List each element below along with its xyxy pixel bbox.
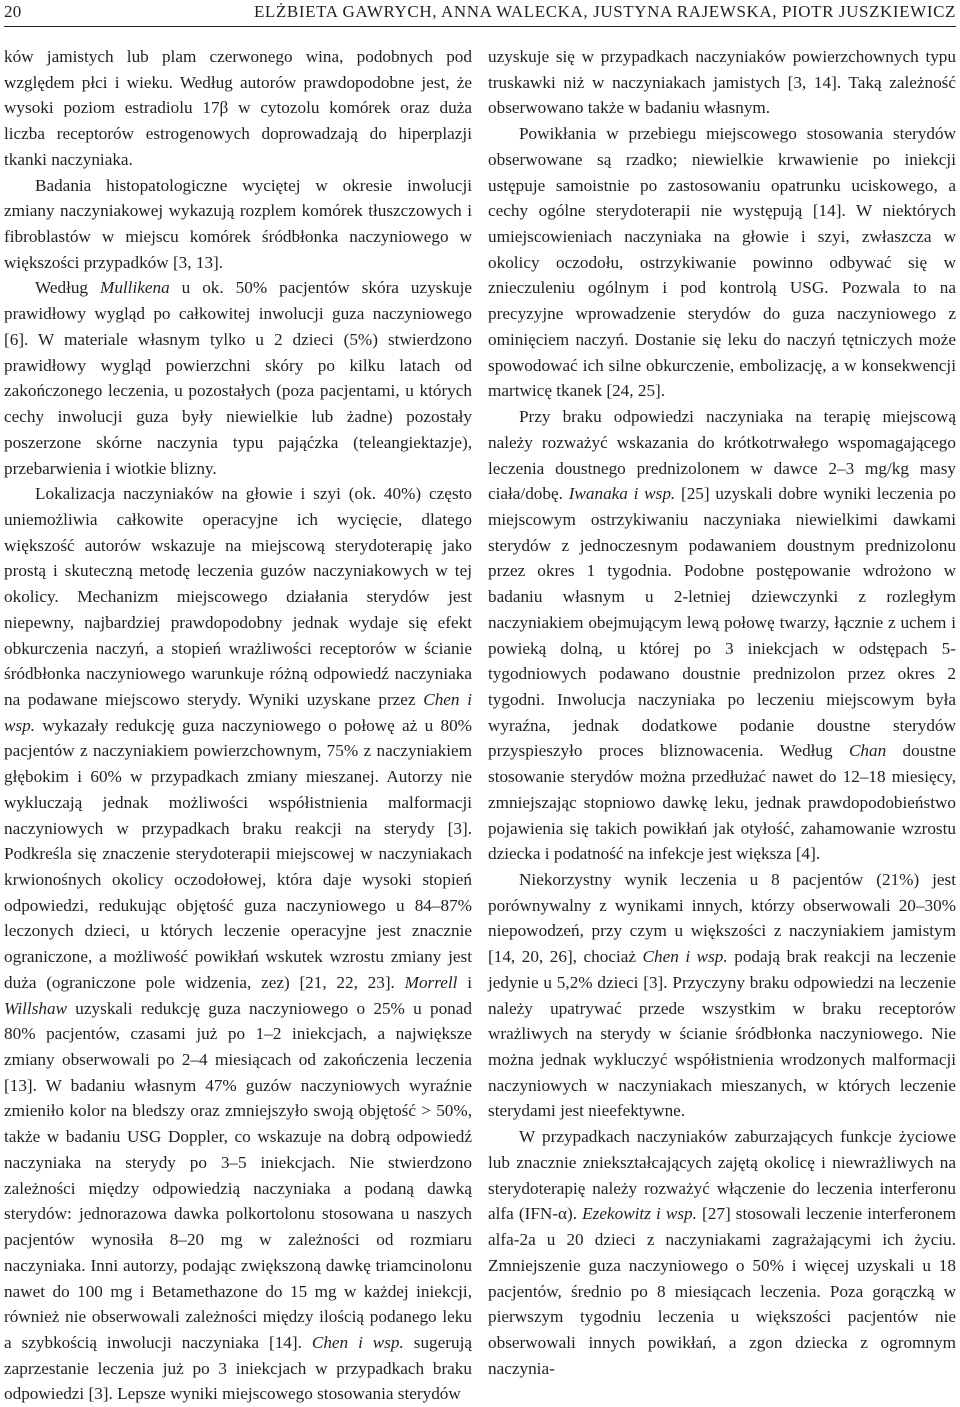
italic-citation: Ezekowitz i wsp. — [582, 1204, 697, 1224]
running-header — [4, 0, 956, 27]
text-run: i — [457, 972, 472, 992]
italic-citation: Morrell — [404, 972, 458, 992]
paragraph — [488, 44, 956, 121]
italic-citation: Chen i wsp. — [642, 947, 728, 967]
text-run: Lokalizacja naczyniaków na głowie i szyi (ok. 40%) często uniemożliwia całkowite operacyjne ich wycięcie, dlatego większość autorów wskazuje na miejscową sterydoterapię jako prostą i skuteczną metodę leczenia guzów naczyniakowych w tej okolicy. Mechanizm miejscowego działania sterydów jest niepewny, najbardziej prawdopodobny jednak wydaje się efekt obkurczenia naczyń, a stopień wrażliwości receptorów w ścianie śródbłonka naczyniowego warunkuje różną odpowiedź naczyniaka na podawane miejscowo sterydy. Wyniki uzyskane przez — [4, 484, 472, 709]
text-run: Badania histopatologiczne wyciętej w okresie inwolucji zmiany naczyniakowej wykazują rozplem komórek tłuszczowych i fibroblastów w miejscu komórek śródbłonka naczyniowego w większości przypadków [3, 13]. — [4, 175, 472, 272]
text-run: uzyskali redukcję guza naczyniowego o 25% u ponad 80% pacjentów, czasami już po 1–2 iniekcjach, a największe zmiany obserwowali po 2–4 miesiącach od zakończenia leczenia [13]. W badaniu własnym 47% guzów naczyniowych wyraźnie zmieniło kolor na bledszy oraz zmniejszyło swoją objętość > 50%, także w badaniu USG Doppler, co wskazuje na dobrą odpowiedź naczyniaka na sterydy po 3–5 iniekcjach. Nie stwierdzono zależności między odpowiedzią naczyniaka a podaną dawką sterydów: jednorazowa dawka polkortolonu stosowana u naszych pacjentów wynosiła 8–20 mg w zależności od rozmiaru naczyniaka. Inni autorzy, podając zwiększoną dawkę triamcinolonu nawet do 100 mg i Betamethazone do 15 mg w każdej iniekcji, również nie obserwowali zależności między ilością podanego leku a szybkością inwolucji naczyniaka [14]. — [4, 998, 472, 1352]
text-run: Przy braku odpowiedzi naczyniaka na terapię miejscową należy rozważyć wskazania do krótkotrwałego wspomagającego leczenia doustnego prednizolonem w dawce 2–3 mg/kg masy ciała/dobę. — [488, 407, 956, 504]
paragraph — [4, 275, 472, 481]
paragraph — [488, 867, 956, 1124]
text-run: uzyskuje się w przypadkach naczyniaków powierzchownych typu truskawki niż w naczyniakach jamistych [3, 14]. Taką zależność obserwowano także w badaniu własnym. — [488, 47, 956, 118]
paragraph — [4, 173, 472, 276]
text-run: wykazały redukcję guza naczyniowego o połowę aż u 80% pacjentów z naczyniakiem powierzchownym, 75% z naczyniakiem głębokim i 60% w przypadkach zmiany mieszanej. Autorzy nie wykluczają jednak możliwości współistnienia malformacji naczyniowych w przypadkach braku reakcji na sterydy [3]. Podkreśla się znaczenie sterydoterapii miejscowej w naczyniakach krwionośnych okolicy oczodołowej, która daje wysoki stopień odpowiedzi, redukując objętość guza naczyniowego u 84–87% leczonych dzieci, u których leczenie operacyjne jest znacznie ograniczone, a możliwość powikłań wskutek wzrostu zmiany jest duża (ograniczone pole widzenia, zez) [21, 22, 23]. — [4, 715, 472, 992]
text-run: podają brak reakcji na leczenie jedynie u 5,2% dzieci [3]. Przyczyny braku odpowiedzi na leczenie należy upatrywać przede wszystkim w braku receptorów wrażliwych na sterydy w ścianie śródbłonka naczyniowego. Nie można jednak wykluczyć współistnienia wrodzonych malformacji naczyniowych w naczyniakach mieszanych, w których leczenie sterydami jest nieefektywne. — [488, 947, 956, 1121]
text-run: sugerują zaprzestanie leczenia już po 3 iniekcjach w przypadkach braku odpowiedzi [3]. Lepsze wyniki miejscowego stosowania sterydów — [4, 1332, 472, 1404]
text-run: Powikłania w przebiegu miejscowego stosowania sterydów obserwowane są rzadko; niewielkie krwawienie po iniekcji ustępuje samoistnie po zastosowaniu opatrunku uciskowego, a cechy ogólne sterydoterapii nie występują [14]. W niektórych umiejscowieniach naczyniaka na głowie i szyi, zwłaszcza w okolicy oczodołu, ostrzykiwanie powinno odbywać się w znieczuleniu ogólnym i pod kontrolą USG. Pozwala to na precyzyjne wprowadzenie sterydów do guza naczyniowego z ominięciem naczyń. Dostanie się leku do naczyń tętniczych może spowodować ich silne obkurczenie, embolizację, a w konsekwencji martwicę tkanek [24, 25]. — [488, 124, 956, 401]
paragraph — [488, 1124, 956, 1381]
paragraph — [488, 121, 956, 404]
text-run: [27] stosowali leczenie interferonem alfa-2a u 20 dzieci z naczyniakami zagrażającymi ich życiu. Zmniejszenie guza naczyniowego o 50% i więcej uzyskali u 18 pacjentów, średnio po 8 miesiącach leczenia. Poza gorączką w pierwszym tygodniu leczenia u większości pacjentów nie obserwowali innych powikłań, a zgon dziecka z ogromnym naczynia- — [488, 1204, 956, 1378]
text-run: Według — [35, 278, 100, 298]
italic-citation: Willshaw — [4, 998, 68, 1018]
italic-citation: Mullikena — [100, 278, 170, 298]
paragraph — [488, 404, 956, 867]
text-run: doustne stosowanie sterydów można przedłużać nawet do 12–18 miesięcy, zmniejszając stopniowo dawkę leku, jednak prawdopodobieństwo pojawienia się takich powikłań jak otyłość, zahamowanie wzrostu dziecka i podatność na infekcje jest większa [4]. — [488, 741, 956, 864]
italic-citation: Iwanaka i wsp. — [568, 484, 676, 504]
text-run: u ok. 50% pacjentów skóra uzyskuje prawidłowy wygląd po całkowitej inwolucji guza naczyniowego [6]. W materiale własnym tylko u 2 dzieci (5%) stwierdzono prawidłowy wygląd powierzchni skóry po kilku latach od zakończonego leczenia, u pozostałych (poza pacjentami, u których cechy inwolucji guza były niewielkie lub żadne) pozostały poszerzone skórne naczynia typu pająćzka (teleangiektazje), przebarwienia i wiotkie blizny. — [4, 278, 472, 478]
running-header-authors: ELŻBIETA GAWRYCH, ANNA WALECKA, JUSTYNA RAJEWSKA, PIOTR JUSZKIEWICZ — [253, 2, 956, 21]
italic-citation: Chen i wsp. — [4, 689, 472, 735]
italic-citation: Chen i wsp. — [311, 1332, 404, 1352]
right-column — [488, 44, 956, 1381]
paragraph — [4, 44, 472, 173]
text-run: Niekorzystny wynik leczenia u 8 pacjentów (21%) jest porównywalny z wynikami innych, którzy obserwowali 20–30% niepowodzeń, przy czym u większości z naczyniakiem jamistym [14, 20, 26], chociaż — [488, 870, 956, 967]
paragraph — [4, 481, 472, 1407]
text-run: ków jamistych lub plam czerwonego wina, podobnych pod względem płci i wieku. Według autorów prawdopodobne jest, że wysoki poziom estradiolu 17β w cytozolu komórek oraz duża liczba receptorów estrogenowych doprowadzają do hiperplazji tkanki naczyniaka. — [4, 47, 472, 169]
text-run: [25] uzyskali dobre wyniki leczenia po miejscowym ostrzykiwaniu naczyniaka niewielkimi dawkami sterydów z jednoczesnym podawaniem doustnym prednizolonu przez okres 1 tygodnia. Podobne postępowanie wdrożono w badaniu własnym u 2-letniej dziewczynki z rozległym naczyniakiem obejmującym lewą połowę twarzy, łącznie z uchem i powieką dolną, u której po 3 iniekcjach w odstępach 5-tygodniowych podawano doustnie prednizolon przez okres 2 tygodni. Inwolucja naczyniaka po leczeniu miejscowym była wyraźna, jednak dodatkowe podanie doustne sterydów przyspieszyło proces bliznowacenia. Według — [488, 484, 957, 761]
left-column — [4, 44, 472, 1407]
text-run: W przypadkach naczyniaków zaburzających funkcje życiowe lub znacznie zniekształcających zajętą okolicę i niewrażliwych na sterydoterapię należy rozważyć włączenie do leczenia interferonu alfa (IFN-α). — [488, 1127, 956, 1224]
page-number: 20 — [4, 2, 22, 21]
italic-citation: Chan — [848, 741, 887, 761]
